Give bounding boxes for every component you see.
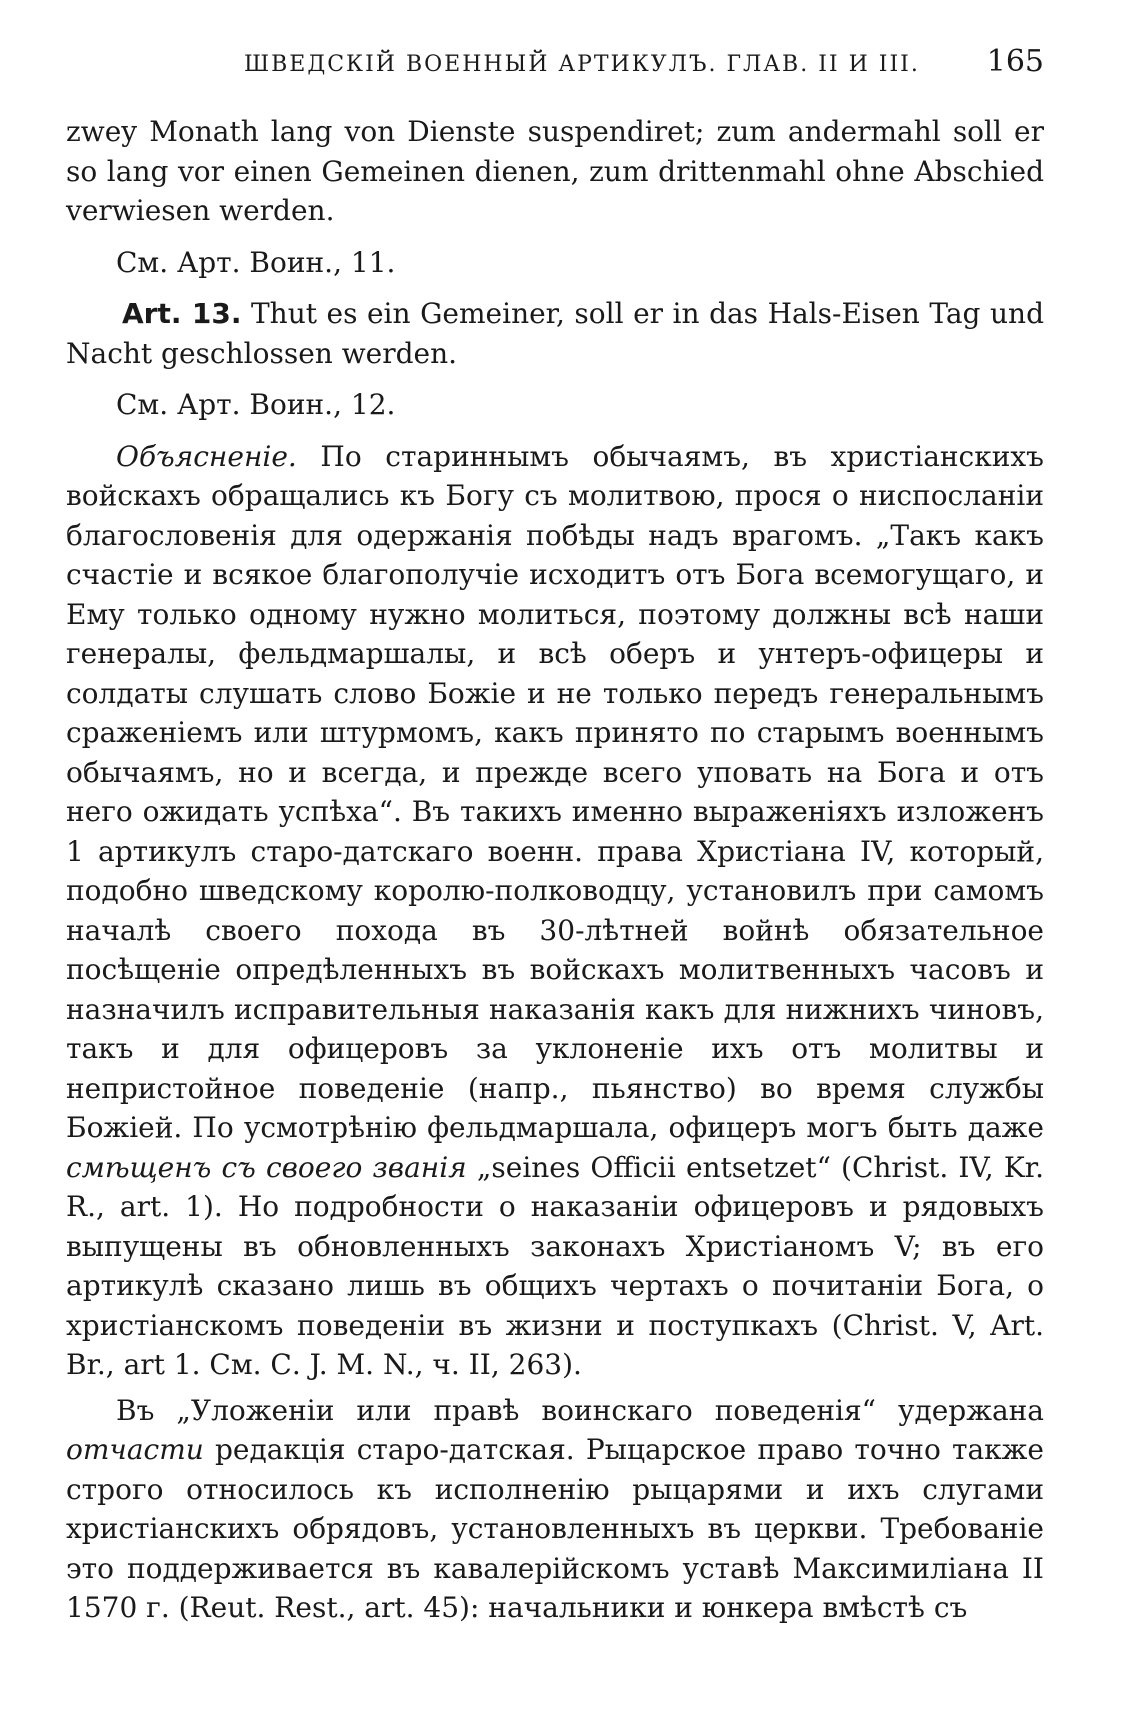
page-header	[244, 44, 1044, 84]
page-number: 165	[986, 44, 1044, 79]
explanation-text-2: „seines Officii entsetzet“ (Christ. IV, Kr. R., art. 1). Но подробности о наказаніи офицеровъ и рядовыхъ выпущены въ обновленныхъ законахъ Христіаномъ V; въ его артикулѣ сказано лишь въ общихъ чертахъ о почитаніи Бога, о христіанскомъ поведеніи въ жизни и поступкахъ (Christ. V, Art. Br., art 1. См. С. J. M. N., ч. II, 263).	[66, 1150, 1044, 1381]
page-body	[66, 112, 1044, 1628]
article-13-label: Art. 13.	[122, 297, 242, 330]
article-13	[66, 294, 1044, 373]
paragraph-2-italic-word: отчасти	[66, 1433, 204, 1466]
explanation-label: Объясненіе.	[116, 439, 297, 473]
explanation-paragraph	[66, 437, 1044, 1385]
paragraph-2	[66, 1391, 1044, 1628]
continuation-paragraph: zwey Monath lang von Dienste suspendiret; zum andermahl soll er so lang vor einen Gemeinen dienen, zum drittenmahl ohne Abschied verwiesen werden.	[66, 115, 1044, 227]
paragraph-2-text-1: Въ „Уложеніи или правѣ воинскаго поведенія“ удержана	[116, 1393, 1044, 1427]
paragraph-2-text-2: редакція старо-датская. Рыцарское право точно также строго относилось къ исполненію рыцарями и ихъ слугами христіанскихъ обрядовъ, установленныхъ въ церкви. Требованіе это поддерживается въ кавалерійскомъ уставѣ Максимиліана II 1570 г. (Reut. Rest., art. 45): начальники и юнкера вмѣстѣ съ	[66, 1433, 1044, 1624]
article-13-text: Thut es ein Gemeiner, soll er in das Hals-Eisen Tag und Nacht geschlossen werden.	[66, 297, 1044, 370]
explanation-text-1: По стариннымъ обычаямъ, въ христіанскихъ войскахъ обращались къ Богу съ молитвою, прося о ниспосланіи благословенія для одержанія побѣды надъ врагомъ. „Такъ какъ счастіе и всякое благополучіе исходитъ отъ Бога всемогущаго, и Ему только одному нужно молиться, поэтому должны всѣ наши генералы, фельдмаршалы, и всѣ оберъ и унтеръ-офицеры и солдаты слушать слово Божіе и не только передъ генеральнымъ сраженіемъ или штурмомъ, какъ принято по старымъ военнымъ обычаямъ, но и всегда, и прежде всего уповать на Бога и отъ него ожидать успѣха“. Въ такихъ именно выраженіяхъ изложенъ 1 артикулъ старо-датскаго военн. права Христіана IV, который, подобно шведскому королю-полководцу, установилъ при самомъ началѣ своего похода въ 30-лѣтней войнѣ обязательное посѣщеніе опредѣленныхъ въ войскахъ молитвенныхъ часовъ и назначилъ исправительныя наказанія какъ для нижнихъ чиновъ, такъ и для офицеровъ за уклоненіе ихъ отъ молитвы и непристойное поведеніе (напр., пьянство) во время службы Божіей. По усмотрѣнію фельдмаршала, офицеръ могъ быть даже	[66, 439, 1044, 1144]
running-head: ШВЕДСКІЙ ВОЕННЫЙ АРТИКУЛЪ. ГЛАВ. II И III.	[244, 52, 920, 77]
cross-reference-2: См. Арт. Воин., 12.	[116, 388, 396, 421]
explanation-italic-phrase: смѣщенъ съ своего званія	[66, 1150, 467, 1184]
cross-reference-1: См. Арт. Воин., 11.	[116, 245, 396, 279]
